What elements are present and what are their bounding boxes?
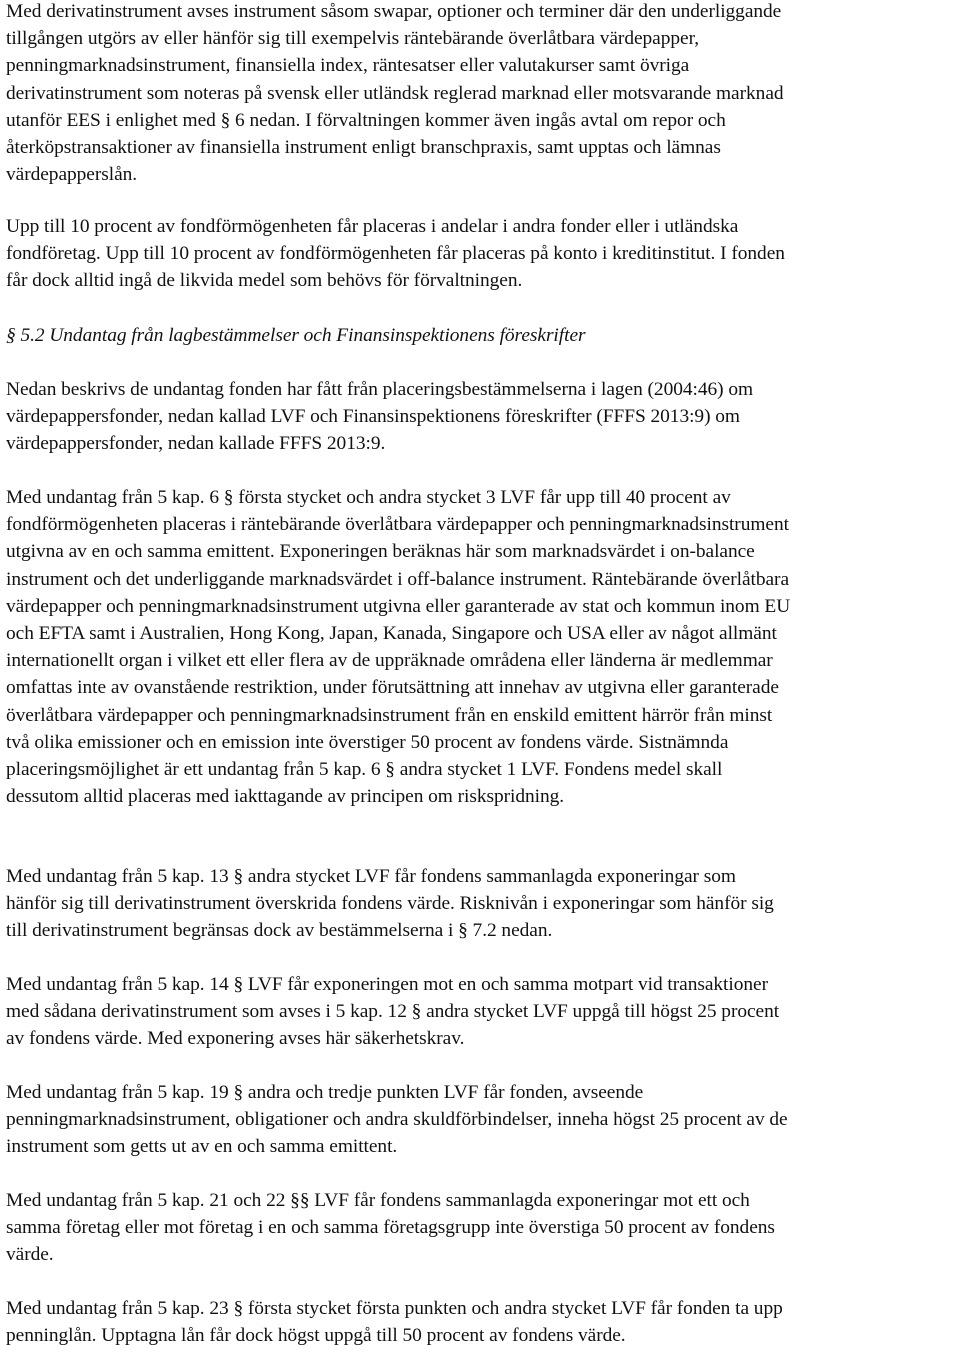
text-line: av fondens värde. Med exponering avses här säkerhetskrav. (6, 1028, 465, 1050)
paragraph-exemption-21-22 (6, 1187, 954, 1269)
section-heading (6, 322, 954, 349)
text-line: två olika emissioner och en emission inte överstiger 50 procent av fondens värde. Sistnämnda (6, 731, 729, 753)
text-line: Med derivatinstrument avses instrument såsom swapar, optioner och terminer där den underliggande (6, 1, 782, 22)
text-line: samma företag eller mot företag i en och samma företagsgrupp inte överstiga 50 procent av fondens (6, 1217, 775, 1239)
text-line: dessutom alltid placeras med iakttagande av principen om riskspridning. (6, 786, 565, 808)
text-line: Upp till 10 procent av fondförmögenheten får placeras i andelar i andra fonder eller i utländska (6, 216, 739, 237)
text-line: återköpstransaktioner av finansiella instrument enligt branschpraxis, samt upptas och lämnas (6, 137, 721, 159)
text-line: placeringsmöjlighet är ett undantag från 5 kap. 6 § andra stycket 1 LVF. Fondens medel skall (6, 759, 723, 781)
text-line: penningmarknadsinstrument, obligationer och andra skuldförbindelser, inneha högst 25 procent av de (6, 1109, 788, 1131)
text-line: fondföretag. Upp till 10 procent av fondförmögenheten får placeras på konto i kreditinstitut. I fonden (6, 243, 785, 265)
text-line: derivatinstrument som noteras på svensk eller utländsk reglerad marknad eller motsvarande marknad (6, 82, 784, 104)
text-line: fondförmögenheten placeras i räntebärande överlåtbara värdepapper och penningmarknadsinstrument (6, 514, 789, 536)
text-line: instrument och det underliggande marknadsvärdet i off-balance instrument. Räntebärande överlåtbara (6, 568, 789, 590)
text-line: värdepapper och penningmarknadsinstrument utgivna eller garanterade av stat och kommun inom EU (6, 595, 791, 617)
text-line: får dock alltid ingå de likvida medel som behövs för förvaltningen. (6, 270, 523, 292)
paragraph-derivative-instruments (6, 0, 954, 188)
paragraph-fund-shares (6, 213, 954, 295)
text-line: till derivatinstrument begränsas dock av bestämmelserna i § 7.2 nedan. (6, 920, 553, 942)
text-line: utgivna av en och samma emittent. Exponeringen beräknas här som marknadsvärdet i on-balance (6, 541, 755, 563)
text-line: värde. (6, 1244, 54, 1266)
text-line: överlåtbara värdepapper och penningmarknadsinstrument från en enskild emittent härrör från minst (6, 704, 773, 726)
text-line: Med undantag från 5 kap. 21 och 22 §§ LVF får fondens sammanlagda exponeringar mot ett och (6, 1190, 750, 1211)
text-line: hänför sig till derivatinstrument överskrida fondens värde. Risknivån i exponeringar som hänför sig (6, 893, 774, 915)
paragraph-exemptions-intro (6, 376, 954, 458)
text-line: instrument som getts ut av en och samma emittent. (6, 1136, 398, 1158)
text-line: värdepappersfonder, nedan kallad LVF och Finansinspektionens föreskrifter (FFFS 2013:9) om (6, 406, 740, 428)
text-line: Med undantag från 5 kap. 13 § andra stycket LVF får fondens sammanlagda exponeringar som (6, 866, 736, 887)
text-line: värdepappersfonder, nedan kallade FFFS 2013:9. (6, 433, 386, 455)
paragraph-exemption-19 (6, 1079, 954, 1161)
paragraph-exemption-23 (6, 1295, 954, 1349)
paragraph-exemption-14 (6, 971, 954, 1053)
text-line: utanför EES i enlighet med § 6 nedan. I förvaltningen kommer även ingås avtal om repor och (6, 109, 726, 131)
text-line: internationellt organ i vilket ett eller flera av de uppräknade områdena eller länderna är medlemmar (6, 650, 773, 672)
paragraph-exemption-6 (6, 484, 954, 810)
text-line: Med undantag från 5 kap. 19 § andra och tredje punkten LVF får fonden, avseende (6, 1082, 644, 1103)
text-line: med sådana derivatinstrument som avses i 5 kap. 12 § andra stycket LVF uppgå till högst 25 procent (6, 1001, 780, 1023)
text-line: Nedan beskrivs de undantag fonden har fått från placeringsbestämmelserna i lagen (2004:46) om (6, 379, 754, 400)
paragraph-exemption-13 (6, 863, 954, 945)
section-heading-text: § 5.2 Undantag från lagbestämmelser och Finansinspektionens föreskrifter (6, 325, 586, 346)
text-line: och EFTA samt i Australien, Hong Kong, Japan, Kanada, Singapore och USA eller av något allmänt (6, 623, 777, 645)
text-line: Med undantag från 5 kap. 23 § första stycket första punkten och andra stycket LVF får fonden ta upp (6, 1298, 783, 1319)
text-line: värdepapperslån. (6, 164, 138, 186)
text-line: penningmarknadsinstrument, finansiella index, räntesatser eller valutakurser samt övriga (6, 55, 690, 77)
text-line: Med undantag från 5 kap. 14 § LVF får exponeringen mot en och samma motpart vid transaktioner (6, 974, 768, 995)
text-line: Med undantag från 5 kap. 6 § första stycket och andra stycket 3 LVF får upp till 40 procent av (6, 487, 731, 508)
text-line: omfattas inte av ovanstående restriktion, under förutsättning att innehav av utgivna eller garanterade (6, 677, 779, 699)
text-line: penninglån. Upptagna lån får dock högst uppgå till 50 procent av fondens värde. (6, 1325, 626, 1347)
text-line: tillgången utgörs av eller hänför sig till exempelvis räntebärande överlåtbara värdepapper, (6, 28, 699, 50)
